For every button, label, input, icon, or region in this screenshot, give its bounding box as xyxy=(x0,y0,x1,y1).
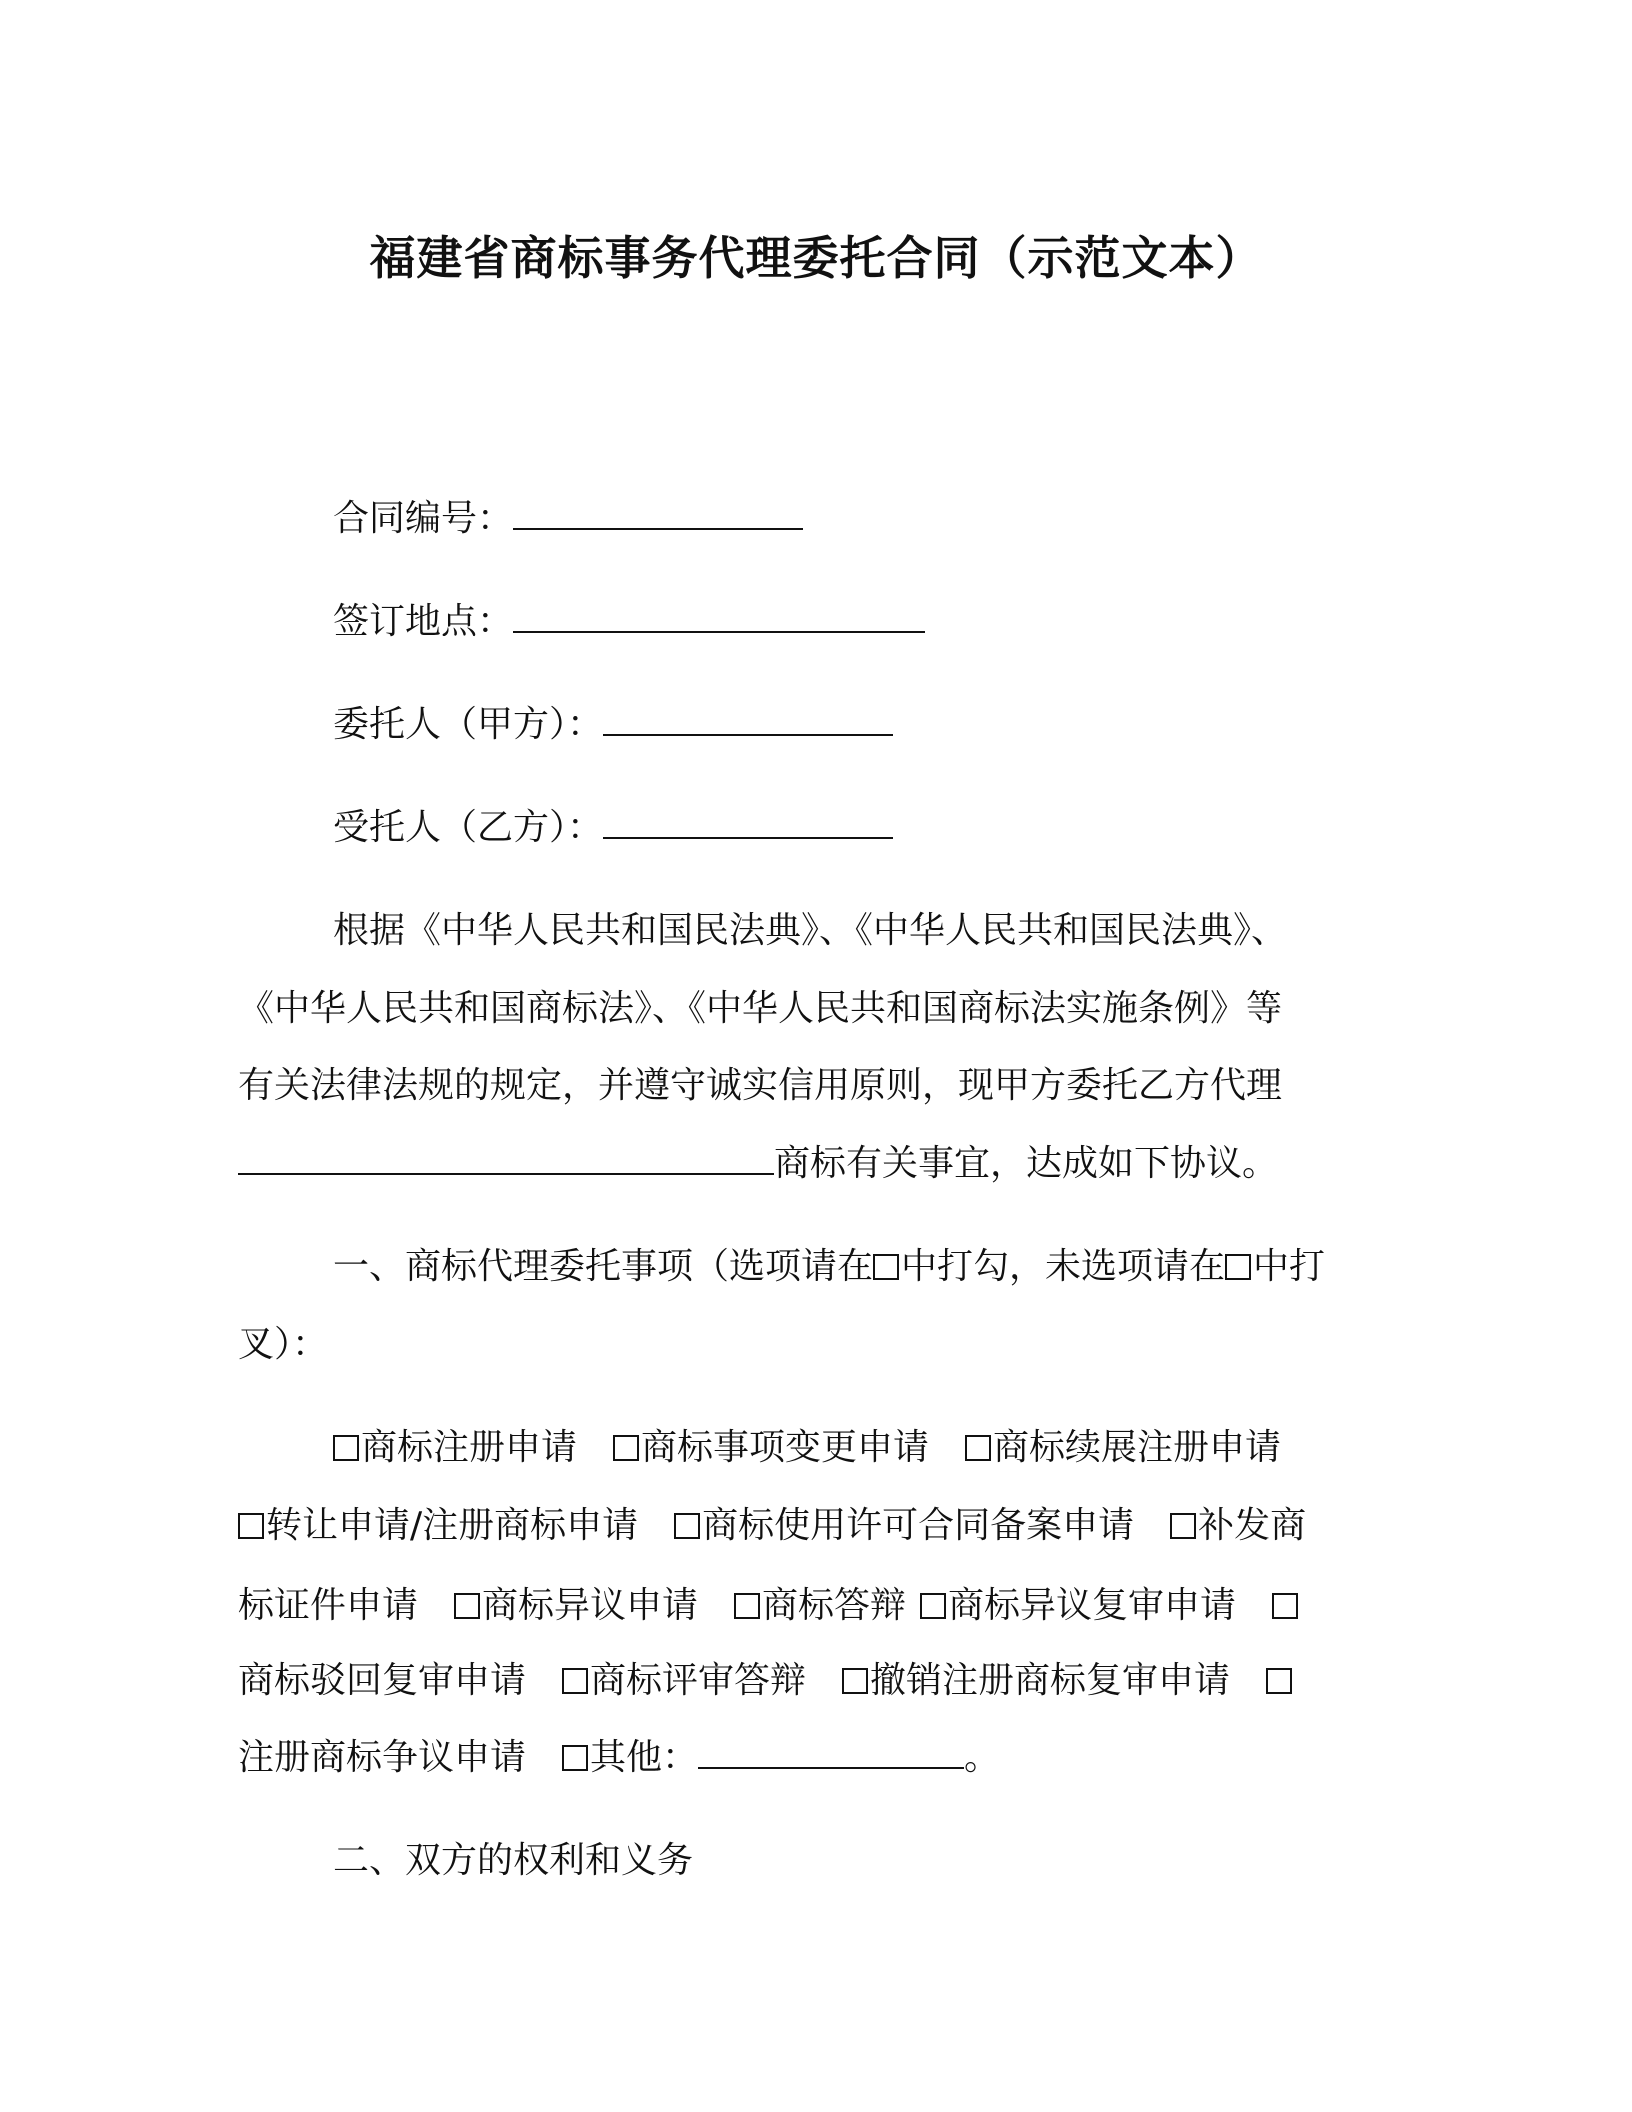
checkbox-dispute[interactable] xyxy=(1266,1668,1292,1694)
sign-place-blank[interactable] xyxy=(513,601,925,633)
checkbox-invalid-reply[interactable] xyxy=(562,1668,588,1694)
agent-blank[interactable] xyxy=(603,807,893,839)
checkbox-license[interactable] xyxy=(674,1513,700,1539)
checkbox-opp-review[interactable] xyxy=(920,1593,946,1619)
agent-field xyxy=(333,806,893,850)
option-reissue-label-a: 补发商 xyxy=(1198,1505,1307,1546)
option-transfer-label: 转让申请/注册商标申请 xyxy=(266,1505,639,1546)
example-checkbox xyxy=(1225,1254,1251,1280)
intro-line-1: 根据《中华人民共和国民法典》、《中华人民共和国民法典》、 xyxy=(333,910,1288,951)
section1-heading-part-c: 中打 xyxy=(1253,1246,1326,1287)
contract-number-label: 合同编号： xyxy=(333,498,514,539)
option-dispute-label: 注册商标争议申请 xyxy=(238,1737,527,1778)
contract-number-blank[interactable] xyxy=(513,498,803,530)
intro-line-3: 有关法律法规的规定，并遵守诚实信用原则，现甲方委托乙方代理 xyxy=(238,1065,1283,1106)
options-row-3 xyxy=(238,1584,1300,1628)
option-reject-review-label: 商标驳回复审申请 xyxy=(238,1660,527,1701)
checkbox-reissue[interactable] xyxy=(1170,1513,1196,1539)
checkbox-transfer[interactable] xyxy=(238,1513,264,1539)
sign-place-field xyxy=(333,600,925,644)
option-revoke-review-label: 撤销注册商标复审申请 xyxy=(870,1660,1231,1701)
section2-heading: 二、双方的权利和义务 xyxy=(333,1840,694,1881)
section1-heading-part-b: 中打勾，未选项请在 xyxy=(901,1246,1226,1287)
intro-line-2: 《中华人民共和国商标法》、《中华人民共和国商标法实施条例》等 xyxy=(238,988,1283,1029)
checkbox-reject-review[interactable] xyxy=(1272,1593,1298,1619)
option-opp-review-label: 商标异议复审申请 xyxy=(948,1585,1237,1626)
sign-place-label: 签订地点： xyxy=(333,601,514,642)
intro-line-4-text: 商标有关事宜，达成如下协议。 xyxy=(774,1143,1279,1184)
option-license-label: 商标使用许可合同备案申请 xyxy=(702,1505,1135,1546)
option-other-label: 其他： xyxy=(590,1737,699,1778)
checkbox-reg[interactable] xyxy=(333,1435,359,1461)
checkbox-revoke-review[interactable] xyxy=(842,1668,868,1694)
option-opposition-label: 商标异议申请 xyxy=(482,1585,699,1626)
checkbox-change[interactable] xyxy=(613,1435,639,1461)
option-change-label: 商标事项变更申请 xyxy=(641,1427,930,1468)
option-reg-label: 商标注册申请 xyxy=(361,1427,578,1468)
options-row-4 xyxy=(238,1659,1294,1703)
options-row-1 xyxy=(333,1426,1281,1470)
client-field xyxy=(333,703,893,747)
document-title: 福建省商标事务代理委托合同（示范文本） xyxy=(369,231,1263,285)
example-checkbox xyxy=(873,1254,899,1280)
option-reissue-label-b: 标证件申请 xyxy=(238,1585,419,1626)
options-row-2 xyxy=(238,1504,1306,1548)
other-blank[interactable] xyxy=(698,1737,964,1769)
section1-heading-part-a: 一、商标代理委托事项（选项请在 xyxy=(333,1246,874,1287)
checkbox-opposition[interactable] xyxy=(454,1593,480,1619)
option-invalid-reply-label: 商标评审答辩 xyxy=(590,1660,807,1701)
trademark-blank[interactable] xyxy=(238,1143,774,1175)
section1-heading xyxy=(333,1245,1325,1289)
option-period: 。 xyxy=(964,1737,1001,1778)
checkbox-other[interactable] xyxy=(562,1745,588,1771)
option-reply-label: 商标答辩 xyxy=(762,1585,907,1626)
options-row-5 xyxy=(238,1736,1000,1780)
client-label: 委托人（甲方）： xyxy=(333,704,604,745)
client-blank[interactable] xyxy=(603,704,893,736)
contract-number-field xyxy=(333,497,803,541)
agent-label: 受托人（乙方）： xyxy=(333,807,604,848)
section1-heading-cont: 叉）： xyxy=(238,1324,329,1365)
option-renew-label: 商标续展注册申请 xyxy=(993,1427,1282,1468)
checkbox-reply[interactable] xyxy=(734,1593,760,1619)
intro-line-4 xyxy=(238,1142,1278,1186)
checkbox-renew[interactable] xyxy=(965,1435,991,1461)
